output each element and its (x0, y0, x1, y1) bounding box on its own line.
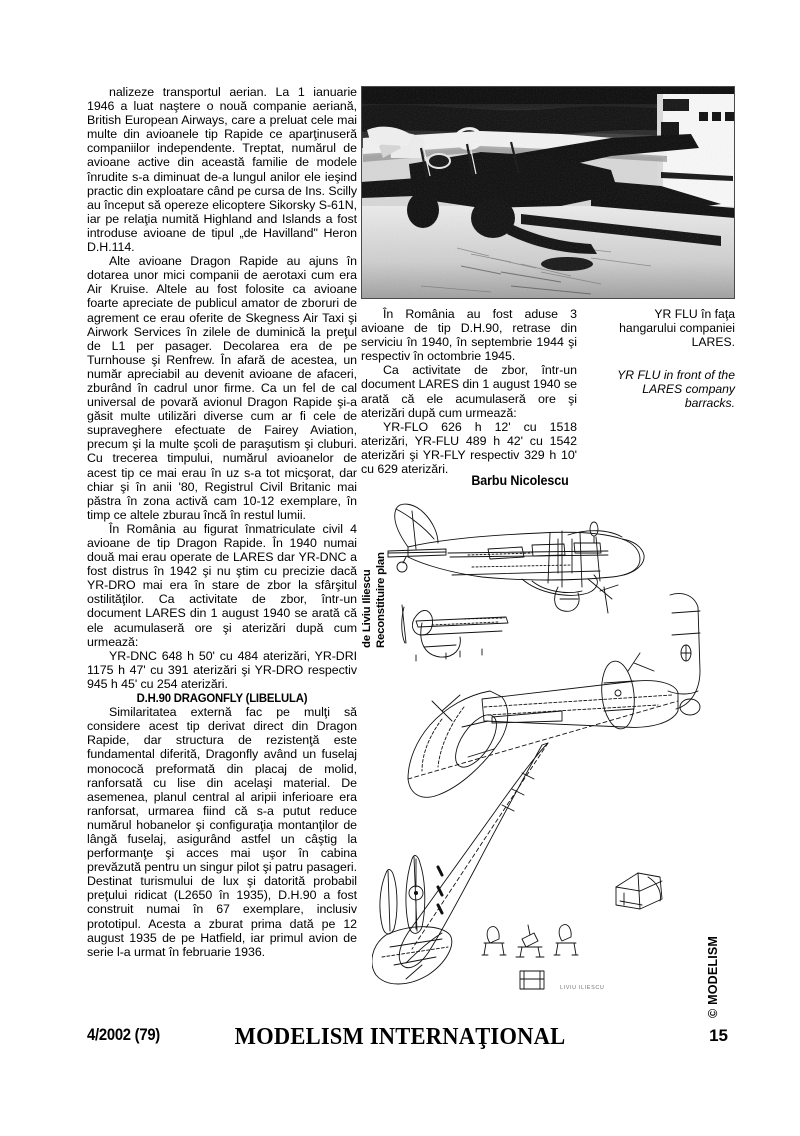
three-view-plan (372, 495, 702, 1015)
aircraft-technical-drawing (372, 495, 702, 1015)
paragraph: YR-FLO 626 h 12' cu 1518 aterizări, YR-FLU 489 h 42' cu 1542 aterizări şi YR-FLY respectiv 329 h 10' cu 629 aterizări. (361, 419, 577, 477)
paragraph: nalizeze transportul aerian. La 1 ianuarie 1946 a luat naştere o nouă companie aeriană, British European Airways, care a preluat cele mai multe din avioanele tip Rapide ce aparţinuseră companiilor independente. Treptat, numărul de avioane active din această familie de modele înrudite s-a diminuat de-a lungul anilor ele ieşind practic din exploatare când pe cursa de Ins. Scilly au început să opereze elicoptere Sikorsky S-61N, iar pe relaţia numită Highland and Islands a fost introduse avioane de tipul „de Havilland" Heron D.H.114. (87, 85, 357, 255)
fuselage-cutaway (668, 594, 700, 716)
propeller-detail (380, 856, 442, 934)
caption-english: YR FLU in front of the LARES company barracks. (617, 367, 735, 411)
copyright-text: © MODELISM (706, 935, 720, 1018)
paragraph: În România au fost aduse 3 avioane de tip D.H.90, retrase din serviciu în 1940, în septembrie 1944 şi respectiv în octombrie 1945. (361, 307, 577, 364)
paragraph: YR-DNC 648 h 50' cu 484 aterizări, YR-DRI 1175 h 47' cu 391 aterizări şi YR-DRO respectiv 945 h 45' cu 254 aterizări. (87, 648, 357, 691)
biplane-photo (361, 86, 735, 299)
caption-romanian: YR FLU în faţa hangarului companiei LARES. (619, 307, 735, 350)
front-view (402, 605, 508, 661)
paragraph: Alte avioane Dragon Rapide au ajuns în dotarea unor mici companii de aerotaxi cum era Air Kruise. Altele au fost folosite ca avioane foarte apreciate de publicul amator de zboruri de agrement ce erau oferite de Skegness Air Taxi şi Airwork Services în zilele de duminică la preţul de L1 per pasager. Decolarea era de pe Turnhouse şi Renfrew. În afară de acestea, un număr apreciabil au devenit avioane de afaceri, zburând în cadrul unor firme. Ca un fel de cal universal de povară avionul Dragon Rapide şi-a găsit multe utilizări diverse cum ar fi cele de supraveghere efectuate de Fairey Aviation, precum şi la multe şcoli de paraşutism şi cluburi. Cu trecerea timpului, numărul avioanelor de acest tip ce mai erau în uz s-a tot micşorat, dar chiar şi în anii '80, Registrul Civil Britanic mai păstra în zona activă cam 10-12 exemplare, în timp ce altele zburau încă în restul lumii. (87, 254, 357, 522)
publication-title: MODELISM INTERNAŢIONAL (234, 1024, 566, 1050)
photo-caption (598, 307, 735, 410)
drawing-credit-line2: de Liviu Iliescu (361, 569, 373, 648)
interior-detail (616, 873, 662, 909)
paragraph: Ca activitate de zbor, într-un document LARES din 1 august 1940 se arată că ele acumulaseră ore şi aterizări după cum urmează: (361, 363, 577, 420)
article-byline: Barbu Nicolescu (471, 473, 569, 488)
plan-view (372, 653, 678, 984)
drawing-credit-line1: Reconstituire plan (375, 552, 387, 648)
page-number: 15 (709, 1026, 728, 1045)
photo-graphic (361, 86, 735, 299)
landing-gear-details (482, 925, 578, 989)
section-heading: D.H.90 DRAGONFLY (LIBELULA) (136, 691, 308, 706)
copyright-notice (706, 908, 728, 1018)
page-footer (0, 1026, 800, 1056)
side-view (388, 504, 644, 613)
left-text-column (87, 85, 357, 959)
drawing-signature: LIVIU ILIESCU (560, 985, 605, 991)
paragraph: În România au figurat înmatriculate civil 4 avioane de tip Dragon Rapide. În 1940 numai două mai erau operate de LARES dar YR-DNC a fost distrus în 1942 şi nu ştim cu precizie dacă YR-DRO mai era în stare de zbor la sfârşitul ostilităţilor. Ca activitate de zbor, într-un document LARES din 1 august 1940 se arată că ele acumulaseră ore şi aterizări după cum urmează: (87, 521, 357, 649)
paragraph: Similaritatea externă fac pe mulţi să considere acest tip derivat direct din Dragon Rapide, dar structura de rezistenţă este fundamental diferită, Dragonfly având un fuselaj monococă preformată din placaj de molid, ranforsată cu lise din acelaşi material. De asemenea, planul central al aripii inferioare era ranforsat, urmarea fiind că s-a putut reduce numărul hobanelor şi configuraţia montanţilor de lângă fuselaj, asigurând astfel un câştig la performanţe şi acces mai uşor în cabina prevăzută pentru un singur pilot şi patru pasageri. Destinat turismului de lux şi datorită probabil preţului ridicat (L2650 în 1935), D.H.90 a fost construit numai în 67 exemplare, inclusiv prototipul. Acesta a zburat prima dată pe 12 august 1935 de pe Hatfield, iar primul avion de serie l-a urmat în februarie 1936. (87, 705, 357, 959)
middle-text-column (361, 307, 577, 476)
issue-number: 4/2002 (79) (87, 1026, 160, 1044)
